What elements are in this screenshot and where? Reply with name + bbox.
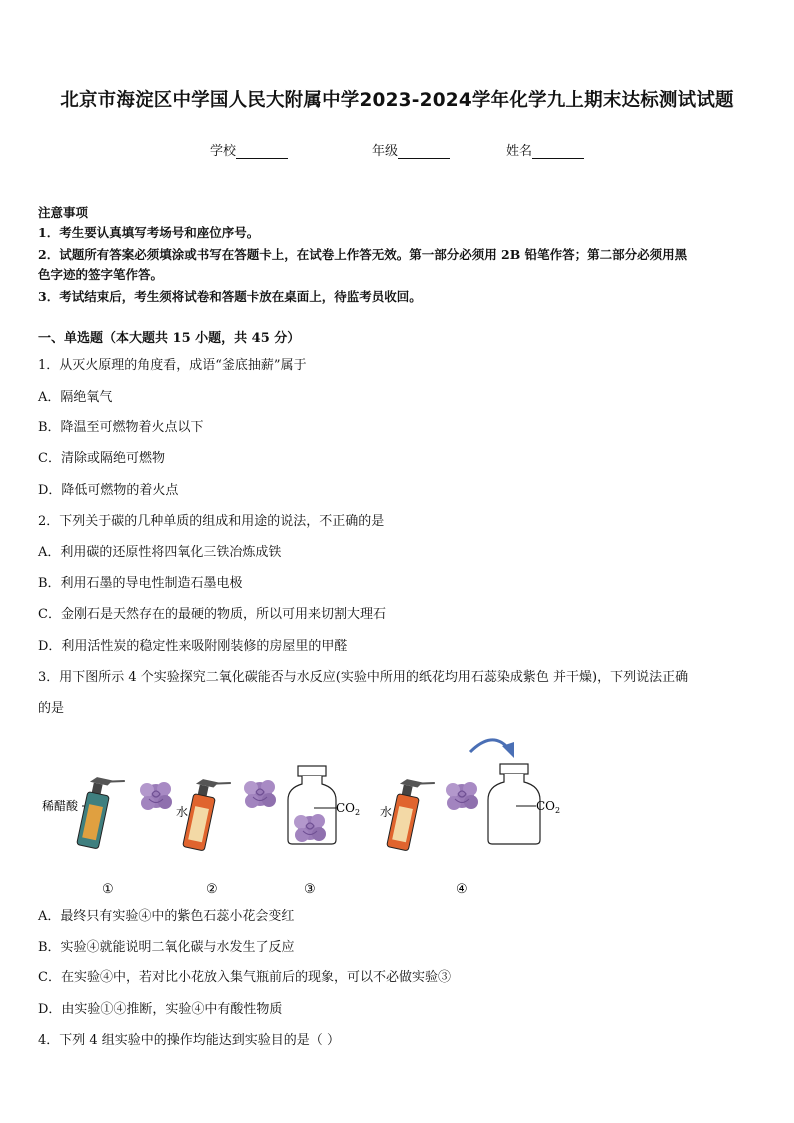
q2-option-d[interactable]: D．利用活性炭的稳定性来吸附刚装修的房屋里的甲醛 [38, 639, 348, 654]
q1-option-b[interactable]: B．降温至可燃物着火点以下 [38, 420, 204, 435]
experiment-number: ② [206, 882, 218, 897]
q3-option-c[interactable]: C．在实验④中，若对比小花放入集气瓶前后的现象，可以不必做实验③ [38, 970, 451, 985]
question-1-stem: 1．从灭火原理的角度看，成语“釜底抽薪”属于 [38, 358, 307, 373]
q1-option-a[interactable]: A．隔绝氧气 [38, 390, 113, 405]
question-3-stem: 3．用下图所示 4 个实验探究二氧化碳能否与水反应(实验中所用的纸花均用石蕊染成紫色 并干燥)，下列说法正确 [38, 670, 689, 685]
experiment-number: ① [102, 882, 114, 897]
spray-bottle-icon [183, 776, 231, 853]
experiment-2 [176, 776, 276, 897]
note-item: 1．考生要认真填写考场号和座位序号。 [38, 225, 260, 240]
name-blank[interactable] [532, 145, 584, 159]
experiment-1 [42, 774, 172, 897]
school-blank[interactable] [236, 145, 288, 159]
name-field [506, 140, 584, 159]
q3-option-a[interactable]: A．最终只有实验④中的紫色石蕊小花会变红 [38, 909, 295, 924]
water-label: 水 [380, 805, 393, 819]
q3-option-b[interactable]: B．实验④就能说明二氧化碳与水发生了反应 [38, 940, 295, 955]
question-3-stem-cont: 的是 [38, 701, 65, 716]
grade-field [372, 140, 450, 159]
section-heading: 一、单选题（本大题共 15 小题，共 45 分） [38, 331, 301, 346]
co2-subscript: 2 [355, 808, 361, 817]
water-label: 水 [176, 805, 189, 819]
spray-bottle-icon [77, 774, 125, 851]
co2-text: CO [336, 801, 356, 815]
co2-text: CO [536, 799, 556, 813]
note-item: 3．考试结束后，考生须将试卷和答题卡放在桌面上，待监考员收回。 [38, 289, 422, 304]
q2-option-c[interactable]: C．金刚石是天然存在的最硬的物质，所以可用来切割大理石 [38, 607, 386, 622]
note-item: 色字迹的签字笔作答。 [38, 267, 164, 282]
q1-option-d[interactable]: D．降低可燃物的着火点 [38, 483, 179, 498]
q3-option-d[interactable]: D．由实验①④推断，实验④中有酸性物质 [38, 1002, 283, 1017]
experiment-4 [380, 740, 560, 897]
experiment-number: ④ [456, 882, 468, 897]
grade-blank[interactable] [398, 145, 450, 159]
co2-label [336, 801, 360, 817]
notes-heading: 注意事项 [38, 205, 89, 220]
gas-jar-icon [488, 764, 540, 844]
flower-icon [446, 782, 478, 810]
grade-label: 年级 [372, 144, 399, 159]
name-label: 姓名 [506, 144, 533, 159]
page-title: 北京市海淀区中学国人民大附属中学2023-2024学年化学九上期末达标测试试题 [60, 90, 734, 111]
q1-option-c[interactable]: C．清除或隔绝可燃物 [38, 451, 165, 466]
spray-bottle-icon [387, 776, 435, 853]
experiment-3 [288, 766, 360, 897]
note-item: 2．试题所有答案必须填涂或书写在答题卡上，在试卷上作答无效。第一部分必须用 2B 铅笔作答；第二部分必须用黑 [38, 247, 688, 262]
flower-icon [244, 780, 276, 808]
flower-icon [294, 814, 326, 842]
school-label: 学校 [210, 144, 237, 159]
q2-option-b[interactable]: B．利用石墨的导电性制造石墨电极 [38, 576, 243, 591]
flower-icon [140, 782, 172, 810]
question-4-stem: 4．下列 4 组实验中的操作均能达到实验目的是（ ） [38, 1033, 340, 1048]
school-field [210, 140, 288, 159]
experiment-figure [30, 728, 590, 903]
co2-label [536, 799, 560, 815]
question-2-stem: 2．下列关于碳的几种单质的组成和用途的说法，不正确的是 [38, 514, 385, 529]
experiment-number: ③ [304, 882, 316, 897]
co2-subscript: 2 [555, 806, 561, 815]
acid-label: 稀醋酸 [42, 799, 79, 813]
q2-option-a[interactable]: A．利用碳的还原性将四氧化三铁冶炼成铁 [38, 545, 282, 560]
